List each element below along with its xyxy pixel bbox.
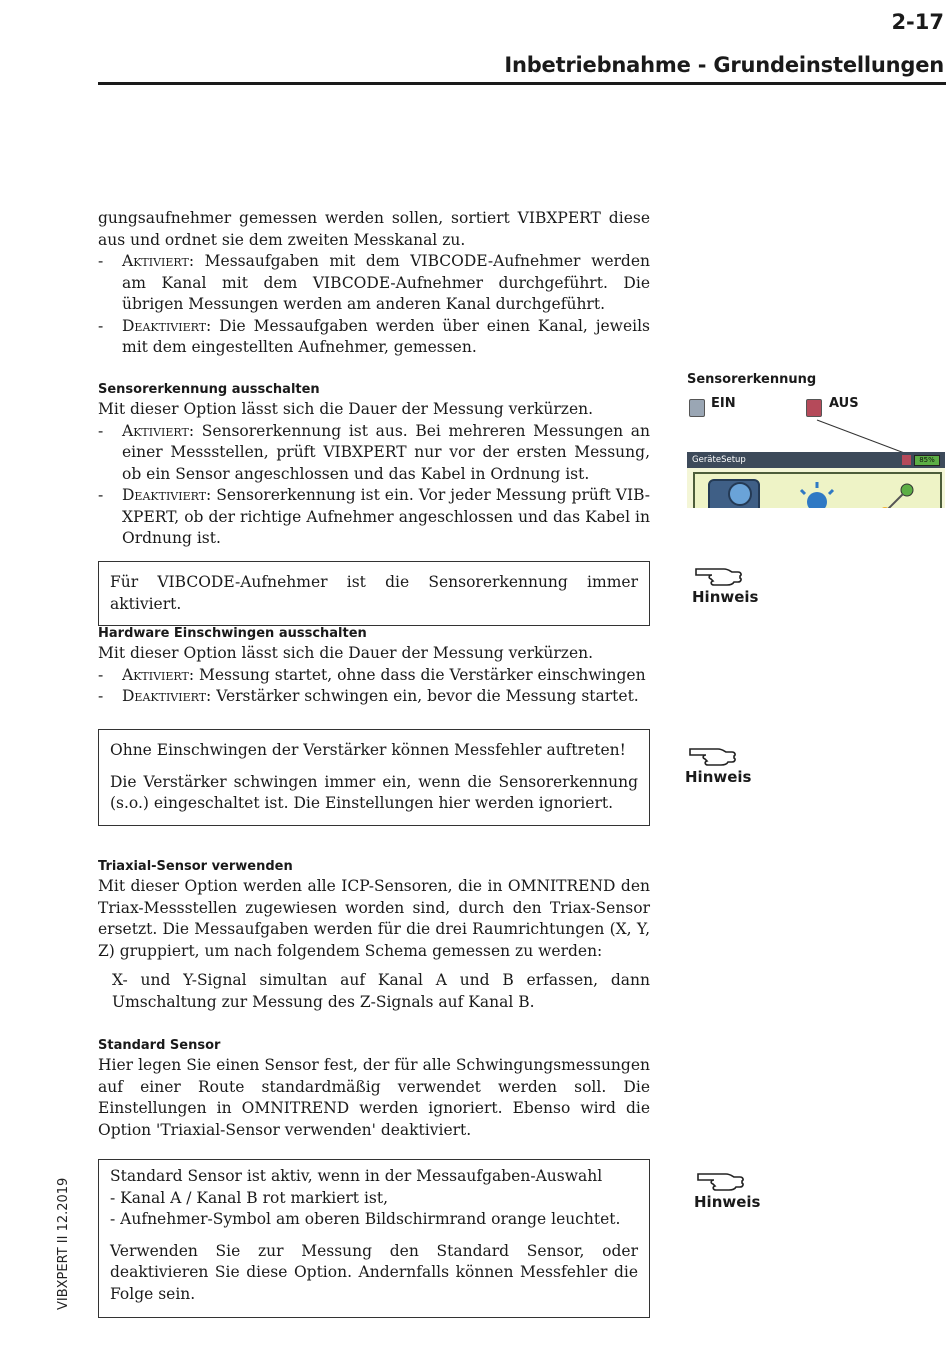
- section-hardware: [98, 625, 650, 708]
- intro-block: [98, 208, 650, 359]
- hint-label: Hinweis: [692, 588, 759, 606]
- schema-text: X- und Y-Signal simultan auf Kanal A und B erfassen, dann Umschaltung zur Messung des Z-Signals auf Kanal B.: [112, 971, 650, 1011]
- note-box-sensor: [98, 561, 650, 626]
- screen-title: GeräteSetup: [692, 455, 746, 465]
- screen-title-bar: [687, 452, 945, 468]
- list-item: - Aktiviert: Messaufgaben mit dem VIBCODE-Aufnehmer werden am Kanal mit dem VIBCODE-Aufnehmer durchgeführt. Die übrigen Messungen werden am anderen Kanal durchgeführt.: [98, 252, 650, 313]
- sensor-on-icon: [689, 399, 705, 417]
- section-text: Mit dieser Option werden alle ICP-Sensoren, die in OMNITREND den Triax-Messstellen zugewiesen worden sind, durch den Triax-Sensor ersetzt. Die Messaufgaben werden für die drei Raumrichtungen (X, Y, Z) gruppiert, um nach folgendem Schema gemessen zu werden:: [98, 877, 650, 960]
- section-text: Hier legen Sie einen Sensor fest, der für alle Schwingungsmessungen auf einer Route standardmäßig verwendet werden soll. Die Einstellungen in OMNITREND werden ignoriert. Ebenso wird die Option 'Triaxial-Sensor verwenden' deaktiviert.: [98, 1056, 650, 1139]
- note-box-standard: [98, 1159, 650, 1318]
- section-heading: Hardware Einschwingen ausschalten: [98, 626, 367, 641]
- sensor-off-icon: [806, 399, 822, 417]
- list-item: - Deaktiviert: Verstärker schwingen ein, bevor die Messung startet.: [98, 687, 639, 705]
- note-text: Verwenden Sie zur Messung den Standard Sensor, oder deaktivieren Sie diese Option. Andernfalls können Messfehler die Folge sein.: [110, 1241, 638, 1303]
- sensor-off-icon: [902, 455, 911, 465]
- figure-title: Sensorerkennung: [687, 372, 817, 387]
- page-number: 2-17: [891, 10, 944, 34]
- list-item: - Deaktiviert: Die Messaufgaben werden über einen Kanal, jeweils mit dem eingestellten Aufnehmer, gemessen.: [98, 316, 650, 356]
- note-box-hardware: [98, 729, 650, 826]
- section-sensor: [98, 381, 650, 550]
- section-standard: [98, 1037, 650, 1141]
- pointing-hand-icon: [696, 1168, 746, 1192]
- section-heading: Triaxial-Sensor verwenden: [98, 859, 293, 874]
- footer-text: VIBXPERT II 12.2019: [56, 1177, 71, 1310]
- list-item: - Aktiviert: Sensorerkennung ist aus. Bei mehreren Messungen an einer Messstellen, prüft VIBXPERT nur vor der ersten Messung, ob ein Sensor angeschlossen und das Kabel in Ordnung ist.: [98, 421, 650, 483]
- brightness-icon: [801, 482, 833, 508]
- section-heading: Sensorerkennung ausschalten: [98, 382, 320, 397]
- device-screen: [687, 452, 945, 508]
- pointing-hand-icon: [694, 563, 744, 587]
- network-icon: [880, 484, 913, 508]
- note-text: - Kanal A / Kanal B rot markiert ist,: [110, 1188, 389, 1207]
- section-heading: Standard Sensor: [98, 1038, 221, 1053]
- hint-label: Hinweis: [685, 768, 752, 786]
- list-item: - Deaktiviert: Sensorerkennung ist ein. Vor jeder Messung prüft VIB-XPERT, ob der richtige Aufnehmer angeschlossen und das Kabel in Ordnung ist.: [98, 486, 650, 547]
- battery-indicator: 85%: [914, 455, 940, 466]
- note-text: Ohne Einschwingen der Verstärker können Messfehler auftreten!: [110, 741, 626, 759]
- intro-text: gungsaufnehmer gemessen werden sollen, sortiert VIBXPERT diese aus und ordnet sie dem zweiten Messkanal zu.: [98, 209, 650, 249]
- pointing-hand-icon: [688, 743, 738, 767]
- section-text: Mit dieser Option lässt sich die Dauer der Messung verkürzen.: [98, 400, 594, 418]
- note-text: Für VIBCODE-Aufnehmer ist die Sensorerkennung immer aktiviert.: [110, 573, 638, 613]
- menu-icons: [695, 474, 940, 508]
- chapter-title: Inbetriebnahme - Grundeinstellungen: [504, 53, 944, 77]
- note-text: - Aufnehmer-Symbol am oberen Bildschirmrand orange leuchtet.: [110, 1210, 621, 1228]
- label-on: EIN: [711, 396, 736, 411]
- note-text: Die Verstärker schwingen immer ein, wenn die Sensorerkennung (s.o.) eingeschaltet ist. Die Einstellungen hier werden ignoriert.: [110, 772, 638, 812]
- section-triax: [98, 858, 650, 1013]
- list-item: - Aktiviert: Messung startet, ohne dass die Verstärker einschwingen: [98, 665, 646, 684]
- section-text: Mit dieser Option lässt sich die Dauer der Messung verkürzen.: [98, 644, 594, 662]
- label-off: AUS: [829, 396, 859, 411]
- hint-label: Hinweis: [694, 1193, 761, 1211]
- screen-menu: [693, 472, 942, 508]
- header-rule: [98, 82, 946, 85]
- note-text: Standard Sensor ist aktiv, wenn in der Messaufgaben-Auswahl: [110, 1167, 603, 1185]
